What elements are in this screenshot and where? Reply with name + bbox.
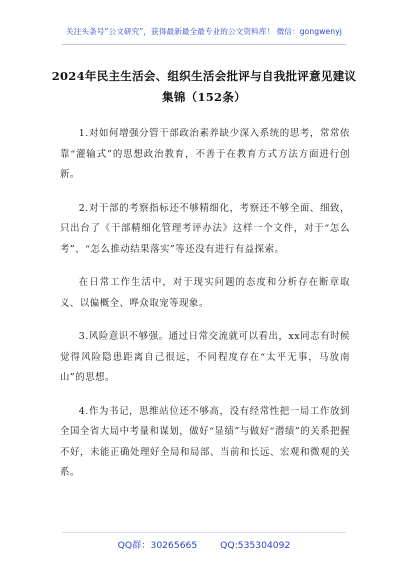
- header-banner: 关注头条号“公文研究”，获得最新最全最专业的公文资料库！ 微信：gongwenyj: [66, 27, 342, 36]
- paragraph: 3.风险意识不够强。通过日常交流就可以看出，xx同志有时候觉得风险隐患距离自己很远，不同程度存在“太平无事，马放南山”的思想。: [60, 331, 350, 383]
- paragraph: 4.作为书记，思维站位还不够高，没有经常性把一局工作放到全国全省大局中考量和谋划，做好“显绩”与做好“潜绩”的关系把握不好，未能正确处理好全局和局部、当前和长远、宏观和微观的关系。: [60, 405, 350, 478]
- title-line-2: 集锦（152条）: [162, 90, 246, 104]
- footer-divider: [62, 532, 346, 533]
- footer-qq-group: QQ群：30265665: [117, 540, 198, 551]
- paragraph: 1.对如何增强分管干部政治素养缺少深入系统的思考，常常依靠“灌输式”的思想政治教育，不善于在教育方式方法方面进行创新。: [60, 128, 350, 180]
- footer-contact: [0, 537, 408, 551]
- document-body: [60, 124, 350, 497]
- footer-qq: QQ:535304092: [220, 540, 291, 551]
- paragraph: 2.对干部的考察指标还不够精细化，考察还不够全面、细致，只出台了《干部精细化管理考评办法》这样一个文件，对于“怎么考”、“怎么推动结果落实”等还没有进行有益探索。: [60, 202, 350, 255]
- paragraph: 在日常工作生活中，对于现实问题的态度和分析存在断章取义、以偏概全、哗众取宠等现象。: [60, 277, 350, 309]
- header-divider: [62, 44, 346, 45]
- title-line-1: 2024年民主生活会、组织生活会批评与自我批评意见建议: [51, 69, 357, 83]
- document-title: [40, 66, 368, 108]
